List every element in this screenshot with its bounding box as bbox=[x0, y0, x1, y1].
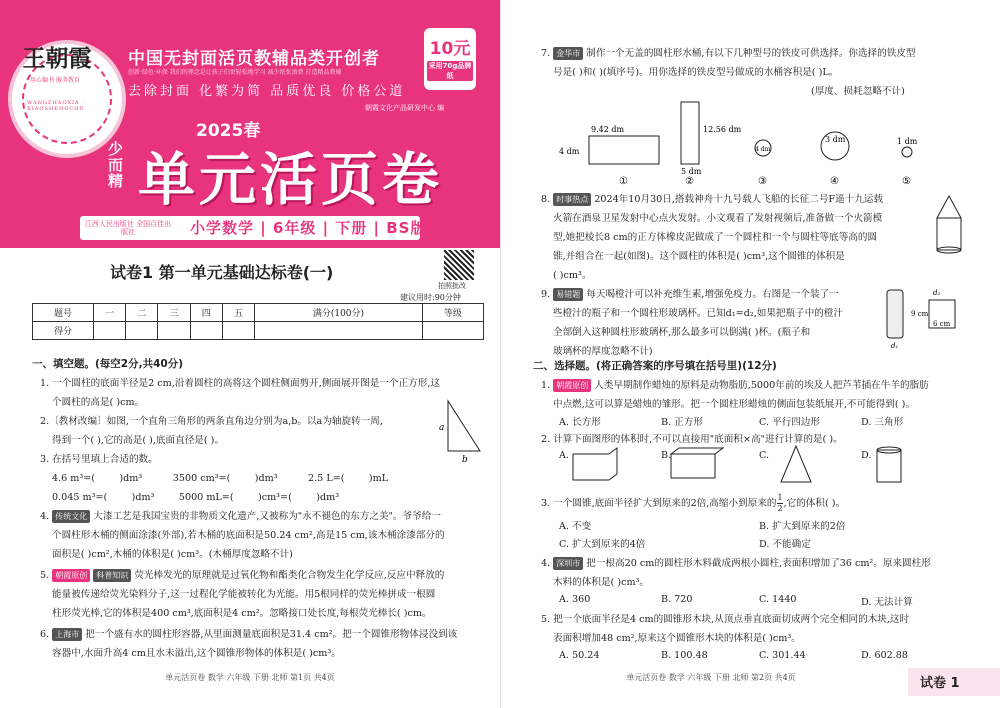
question-text: 3. 一个圆锥,底面半径扩大到原来的2倍,高缩小到原来的 bbox=[541, 498, 777, 509]
question-text: 得到一个( ),它的高是( ),底面直径是( )。 bbox=[52, 435, 225, 446]
option[interactable]: B. 100.48 bbox=[661, 650, 708, 661]
question-text: 把一个盛有水的圆柱形容器,从里面测量底面积是31.4 cm²。把一个圆锥形物体浸没到该 bbox=[85, 629, 458, 640]
option[interactable]: B. bbox=[661, 450, 672, 461]
question-text: 人类早期制作蜡烛的原料是动物脂肪,5000年前的埃及人把芦苇插在牛羊的脂肪 bbox=[594, 380, 929, 391]
rocket-model-figure bbox=[929, 194, 969, 258]
circle-3-label: 4 dm bbox=[755, 146, 771, 153]
question-text: ,它的体积( )。 bbox=[783, 498, 846, 509]
sheet-1-height: 4 dm bbox=[559, 147, 580, 156]
question-text: 个圆柱形木桶的侧面涂漆(外部),若木桶的底面积是50.24 cm²,高是15 cm,该木桶涂漆部分的 bbox=[52, 530, 445, 541]
score-cell[interactable] bbox=[94, 322, 126, 340]
score-cell[interactable] bbox=[126, 322, 158, 340]
question-tag: 朝霞原创 bbox=[553, 379, 591, 392]
right-page bbox=[500, 0, 1000, 708]
question-text: 0.045 m³=( )dm³ 5000 mL=( )cm³=( )dm³ bbox=[52, 492, 340, 503]
option[interactable]: C. 1440 bbox=[759, 594, 797, 605]
page-footer: 单元活页卷 数学 六年级 下册 北师 第1页 共4页 bbox=[165, 673, 335, 682]
question-tag: 深圳市 bbox=[553, 557, 583, 570]
score-cell[interactable] bbox=[222, 322, 254, 340]
option[interactable]: C. bbox=[759, 450, 770, 461]
main-title: 单元活页卷 bbox=[138, 147, 443, 213]
qr-label: 拍照批改 bbox=[438, 282, 466, 290]
cover-header bbox=[0, 0, 500, 248]
table-cell: 等级 bbox=[422, 304, 483, 322]
circle-5 bbox=[902, 147, 912, 157]
question-8: 8. 时事热点 2024年10月30日,搭载神舟十九号载人飞船的长征二号F遥十九运载 bbox=[541, 194, 884, 205]
cuboid-shape bbox=[671, 454, 715, 478]
price-note: 采用70g品牌纸 bbox=[428, 62, 472, 80]
question-tag: 上海市 bbox=[52, 628, 82, 641]
option[interactable]: A. 长方形 bbox=[559, 417, 601, 428]
option[interactable]: D. bbox=[861, 450, 872, 461]
question-text: 3. 在括号里填上合适的数。 bbox=[40, 454, 158, 465]
price-badge bbox=[424, 28, 476, 90]
question-text: 2. 计算下面图形的体积时,不可以直接用"底面积×高"进行计算的是( )。 bbox=[541, 434, 843, 445]
cuboid-top bbox=[671, 448, 723, 454]
table-cell: 题号 bbox=[33, 304, 94, 322]
triangle-label-b: b bbox=[462, 455, 468, 463]
fraction-numerator: 1 bbox=[777, 493, 783, 502]
question-text: 面积是( )cm²,木桶的体积是( )cm³。(木桶厚度忽略不计) bbox=[52, 549, 293, 560]
bottle-label: 6 cm bbox=[933, 320, 951, 328]
table-cell: 三 bbox=[158, 304, 190, 322]
cylinder-shape bbox=[877, 450, 901, 482]
option[interactable]: A. 360 bbox=[559, 594, 591, 605]
option[interactable]: B. 正方形 bbox=[661, 417, 703, 428]
question-text: 玻璃杯的厚度忽略不计) bbox=[553, 346, 653, 357]
score-table bbox=[32, 303, 484, 340]
sheet-2-height: 12.56 dm bbox=[703, 125, 742, 134]
circle-5-label: 1 dm bbox=[897, 137, 918, 146]
cone-shape bbox=[781, 446, 811, 482]
bottle-label: 9 cm bbox=[911, 310, 929, 318]
question-9: 9. 易错题 每天喝橙汁可以补充维生素,增强免疫力。右图是一个装了一 bbox=[541, 289, 839, 300]
triangle-label-a: a bbox=[439, 423, 445, 433]
cover-slogan-small: 创新·绿色·环保 我们的理念是让孩子们更轻松地学习 减少纸张浪费 打造精品教辅 bbox=[128, 69, 342, 76]
choice-3 bbox=[541, 493, 981, 514]
question-4: 4. 传统文化 大漆工艺是我国宝贵的非物质文化遗产,又被称为"永不褪色的东方之美"。爷爷给一 bbox=[40, 511, 441, 522]
cover-motto: 去除封面 化繁为简 品质优良 价格公道 bbox=[128, 84, 406, 99]
brand-name: 王朝霞 bbox=[22, 45, 92, 72]
question-text: 些橙汁的瓶子和一个圆柱形玻璃杯。已知d₁=d₂,如果把瓶子中的橙汁 bbox=[553, 308, 844, 319]
option-number: ⑤ bbox=[902, 176, 911, 186]
subject-label: 小学数学 | 6年级 | 下册 | BS版 bbox=[190, 219, 427, 237]
option-number: ① bbox=[619, 176, 628, 186]
bottle-label: d₂ bbox=[933, 289, 941, 297]
circle-4-label: 3 dm bbox=[825, 135, 846, 144]
question-text: 号是( )和( )(填序号)。用你选择的铁皮型号做成的水桶容积是( )L。 bbox=[553, 67, 839, 78]
cover-slogan: 中国无封面活页教辅品类开创者 bbox=[128, 49, 380, 69]
question-text: 木料的体积是( )cm³。 bbox=[553, 577, 650, 588]
question-text: 制作一个无盖的圆柱形水桶,有以下几种型号的铁皮可供选择。你选择的铁皮型 bbox=[586, 48, 916, 59]
editor-credit: 朝霞文化产品研发中心 编 bbox=[365, 104, 445, 112]
paper-corner-label: 试卷 1 bbox=[920, 676, 960, 691]
table-cell: 一 bbox=[94, 304, 126, 322]
option[interactable]: A. 50.24 bbox=[559, 650, 600, 661]
question-text: 锥,并组合在一起(如图)。这个圆柱的体积是( )cm³,这个圆锥的体积是 bbox=[553, 251, 845, 262]
question-6: 6. 上海市 把一个盛有水的圆柱形容器,从里面测量底面积是31.4 cm²。把一个圆锥形物体浸没到该 bbox=[40, 629, 458, 640]
question-text: 荧光棒发光的原理就是过氧化物和酯类化合物发生化学反应,反应中释放的 bbox=[134, 570, 445, 581]
question-5: 5. 朝霞原创 科普知识 荧光棒发光的原理就是过氧化物和酯类化合物发生化学反应,反应中释放的 bbox=[40, 570, 445, 581]
question-text: 火箭在酒泉卫星发射中心点火发射。小文观看了发射视频后,准备做一个火箭模 bbox=[553, 213, 883, 224]
sheet-2-rect bbox=[681, 102, 699, 164]
table-cell: 五 bbox=[222, 304, 254, 322]
option-number: ④ bbox=[830, 176, 839, 186]
page-footer: 单元活页卷 数学 六年级 下册 北师 第2页 共4页 bbox=[626, 673, 796, 682]
option[interactable]: B. 扩大到原来的2倍 bbox=[759, 521, 846, 532]
table-row bbox=[33, 322, 484, 340]
question-text: 表面积增加48 cm²,原来这个圆锥形木块的体积是( )cm³。 bbox=[553, 633, 801, 644]
fraction bbox=[777, 493, 782, 514]
bottle-shape bbox=[887, 290, 903, 338]
question-text: 把一根高20 cm的圆柱形木料截成两根小圆柱,表面积增加了36 cm²。原来圆柱形 bbox=[586, 558, 931, 569]
option[interactable]: D. 无法计算 bbox=[861, 597, 913, 608]
question-text: 型,她把棱长8 cm的正方体橡皮泥做成了一个圆柱和一个与圆柱等底等高的圆 bbox=[553, 232, 878, 243]
small-badge: 少而精 bbox=[108, 140, 124, 190]
question-text: ( )cm³。 bbox=[553, 270, 592, 281]
option-number: ③ bbox=[758, 176, 767, 186]
table-cell: 四 bbox=[190, 304, 222, 322]
question-text: 每天喝橙汁可以补充维生素,增强免疫力。右图是一个装了一 bbox=[586, 289, 839, 300]
option[interactable]: C. 扩大到原来的4倍 bbox=[559, 539, 646, 550]
option[interactable]: A. bbox=[559, 450, 569, 461]
qr-code[interactable] bbox=[444, 250, 474, 280]
option[interactable]: A. 不变 bbox=[559, 521, 592, 532]
section-heading: 二、选择题。(将正确答案的序号填在括号里)(12分) bbox=[533, 360, 777, 372]
prism-shape bbox=[573, 448, 617, 480]
option[interactable]: D. 602.88 bbox=[861, 650, 909, 661]
question-tag: 易错题 bbox=[553, 288, 583, 301]
bottle-cup-figure bbox=[881, 284, 991, 350]
table-cell: 得分 bbox=[33, 322, 94, 340]
cone-shape bbox=[937, 196, 961, 218]
score-cell[interactable] bbox=[255, 322, 423, 340]
time-note: 建议用时:90分钟 bbox=[400, 293, 461, 302]
question-text: 1. 一个圆柱的底面半径是2 cm,沿着圆柱的高将这个圆柱侧面剪开,侧面展开图是一个正方形,这 bbox=[40, 378, 440, 389]
solids-figure bbox=[571, 444, 991, 488]
question-text: 4.6 m³=( )dm³ 3500 cm³=( )dm³ 2.5 L=( )mL bbox=[52, 473, 389, 484]
price: 10元 bbox=[429, 39, 471, 59]
question-note: (厚度、损耗忽略不计) bbox=[811, 86, 905, 97]
question-text: 大漆工艺是我国宝贵的非物质文化遗产,又被称为"永不褪色的东方之美"。爷爷给一 bbox=[93, 511, 441, 522]
question-text: 5. 把一个底面半径是4 cm的圆锥形木块,从顶点垂直底面切成两个完全相同的木块,这时 bbox=[541, 614, 910, 625]
triangle-shape bbox=[448, 401, 480, 451]
question-text: 中点燃,这可以算是蜡烛的雏形。把一个圆柱形蜡烛的侧面包装纸展开,不可能得到( )。 bbox=[553, 399, 916, 410]
sheet-1-width: 9.42 dm bbox=[591, 125, 625, 134]
option[interactable]: D. 不能确定 bbox=[759, 539, 811, 550]
cylinder-shape bbox=[937, 218, 961, 250]
question-tag: 科普知识 bbox=[93, 569, 131, 582]
section-heading: 一、填空题。(每空2分,共40分) bbox=[32, 358, 184, 370]
question-tag: 时事热点 bbox=[553, 193, 591, 206]
question-7: 7. 金华市 制作一个无盖的圆柱形水桶,有以下几种型号的铁皮可供选择。你选择的铁皮型 bbox=[541, 48, 916, 59]
question-text: 全部倒入这种圆柱形玻璃杯,那么最多可以倒满( )杯。(瓶子和 bbox=[553, 327, 811, 338]
question-tag: 朝霞原创 bbox=[52, 569, 90, 582]
score-cell[interactable] bbox=[158, 322, 190, 340]
question-text: 能量被传递给荧光染料分子,这一过程化学能被转化为光能。用5根同样的荧光棒拼成一根圆 bbox=[52, 589, 436, 600]
option[interactable]: B. 720 bbox=[661, 594, 693, 605]
question-tag: 金华市 bbox=[553, 47, 583, 60]
table-cell: 二 bbox=[126, 304, 158, 322]
choice-1: 1. 朝霞原创 人类早期制作蜡烛的原料是动物脂肪,5000年前的埃及人把芦苇插在牛羊的脂肪 bbox=[541, 380, 929, 391]
question-text: 容器中,水面升高4 cm且水未溢出,这个圆锥形物体的体积是( )cm³。 bbox=[52, 648, 341, 659]
season-label: 2025春 bbox=[196, 121, 261, 141]
question-text: 2024年10月30日,搭载神舟十九号载人飞船的长征二号F遥十九运载 bbox=[594, 194, 884, 205]
seal-subtitle: 用心编书 服务教育 bbox=[30, 77, 80, 84]
option[interactable]: C. 301.44 bbox=[759, 650, 806, 661]
option-number: ② bbox=[685, 176, 694, 186]
question-text: 个圆柱的高是( )cm。 bbox=[52, 397, 145, 408]
question-text: 柱形荧光棒,它的体积是400 cm³,底面积是4 cm²。忽略接口处长度,每根荧光棒长( )cm。 bbox=[52, 608, 432, 619]
option[interactable]: D. 三角形 bbox=[861, 417, 904, 428]
seal-ring-text: WANGZHAOXIA · XIAOSHENGCHU bbox=[27, 100, 85, 112]
table-cell: 满分(100分) bbox=[255, 304, 423, 322]
sheet-1-rect bbox=[589, 136, 659, 164]
paper-title: 试卷1 第一单元基础达标卷(一) bbox=[110, 263, 334, 282]
publisher: 江西人民出版社 全国百佳出版社 bbox=[84, 220, 172, 237]
score-cell[interactable] bbox=[422, 322, 483, 340]
table-row bbox=[33, 304, 484, 322]
fraction-denominator: 2 bbox=[777, 504, 783, 513]
option[interactable]: C. 平行四边形 bbox=[759, 417, 821, 428]
bottle-label: d₁ bbox=[891, 342, 899, 350]
sheet-2-width: 5 dm bbox=[681, 167, 702, 176]
question-tag: 传统文化 bbox=[52, 510, 90, 523]
sheet-options-figure bbox=[557, 98, 977, 186]
score-cell[interactable] bbox=[190, 322, 222, 340]
question-text: 2.〔教材改编〕如图,一个直角三角形的两条直角边分别为a,b。以a为轴旋转一周, bbox=[40, 416, 383, 427]
choice-4: 4. 深圳市 把一根高20 cm的圆柱形木料截成两根小圆柱,表面积增加了36 cm²。原来圆柱形 bbox=[541, 558, 931, 569]
